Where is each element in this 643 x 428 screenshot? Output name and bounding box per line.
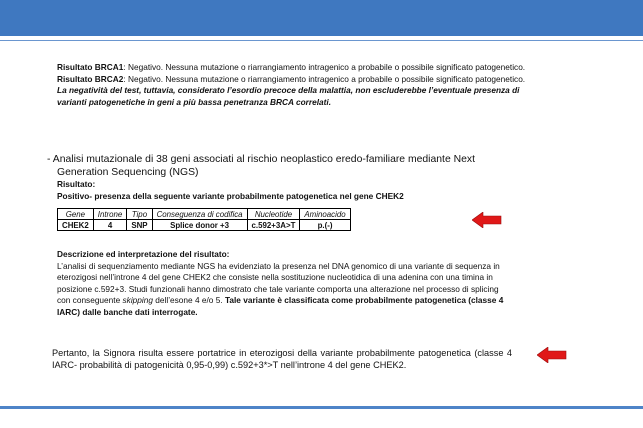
ngs-result bbox=[57, 179, 404, 202]
interpretation-body bbox=[57, 261, 512, 319]
brca1-label: Risultato BRCA1 bbox=[57, 62, 124, 72]
red-arrow-left-icon bbox=[472, 212, 502, 228]
footer-bar bbox=[0, 406, 643, 409]
ngs-analysis bbox=[47, 153, 567, 179]
interpretation bbox=[57, 249, 512, 319]
brca1-result bbox=[57, 62, 527, 74]
header-gene: Gene bbox=[58, 209, 94, 220]
cell-introne: 4 bbox=[93, 220, 127, 231]
header-nucleotide: Nucleotide bbox=[247, 209, 300, 220]
header-tipo: Tipo bbox=[127, 209, 152, 220]
cell-aminoacido: p.(-) bbox=[300, 220, 350, 231]
header-bar bbox=[0, 0, 643, 36]
interpretation-text-2: dell’esone 4 e/o 5. bbox=[152, 295, 225, 306]
red-arrow-left-icon bbox=[537, 347, 567, 363]
brca2-text: : Negativo. Nessuna mutazione o riarrangiamento intragenico a probabile o possibile significato patogenetico. bbox=[123, 73, 526, 84]
brca1-text: : Negativo. Nessuna mutazione o riarrangiamento intragenico a probabile o possibile significato patogenetico. bbox=[123, 62, 526, 72]
result-label: Risultato: bbox=[57, 179, 96, 189]
cell-nucleotide: c.592+3A>T bbox=[247, 220, 300, 231]
ngs-line-2: Generation Sequencing (NGS) bbox=[57, 167, 199, 178]
interpretation-classification: Tale variante è classificata come probabilmente patogenetica (classe 4 IARC) dalle banche dati interrogate. bbox=[57, 295, 504, 317]
cell-tipo: SNP bbox=[127, 220, 152, 231]
header-conseguenza: Conseguenza di codifica bbox=[152, 209, 247, 220]
variant-table-header bbox=[58, 209, 351, 220]
interpretation-title: Descrizione ed interpretazione del risultato: bbox=[57, 249, 230, 259]
variant-table bbox=[57, 208, 351, 231]
ngs-line-1: - Analisi mutazionale di 38 geni associati al rischio neoplastico eredo-familiare mediante Next bbox=[47, 154, 475, 165]
cell-gene: CHEK2 bbox=[58, 220, 94, 231]
conclusion: Pertanto, la Signora risulta essere portatrice in eterozigosi della variante probabilmente patogenetica (classe 4 IARC- probabilità di patogenicità 0,95-0,99) c.592+3*>T nell’introne 4 del gene CHEK2. bbox=[52, 348, 512, 371]
table-row bbox=[58, 220, 351, 231]
header-aminoacido: Aminoacido bbox=[300, 209, 350, 220]
interpretation-text-1: L’analisi di sequenziamento mediante NGS ha evidenziato la presenza nel DNA genomico di una variante di sequenza in eterozigosi nell’introne 4 del gene CHEK2 che consiste nella sostituzione nucleotidica di una adenina con una timina in posizione c.592+3. Studi funzionali hanno dimostrato che tale variante comporta una alterazione nel processo di splicing con conseguente bbox=[57, 260, 500, 306]
cell-conseguenza: Splice donor +3 bbox=[152, 220, 247, 231]
result-summary: Positivo- presenza della seguente variante probabilmente patogenetica nel gene CHEK2 bbox=[57, 190, 404, 201]
header-introne: Introne bbox=[93, 209, 127, 220]
header-divider bbox=[0, 40, 643, 41]
brca-results bbox=[57, 62, 527, 108]
interpretation-italic: skipping bbox=[122, 295, 153, 306]
brca2-label: Risultato BRCA2 bbox=[57, 73, 124, 84]
brca-note: La negatività del test, tuttavia, considerato l’esordio precoce della malattia, non escluderebbe l’eventuale presenza di varianti patogenetiche in geni a più bassa penetranza BRCA correlati. bbox=[57, 85, 520, 107]
brca2-result bbox=[57, 74, 527, 86]
